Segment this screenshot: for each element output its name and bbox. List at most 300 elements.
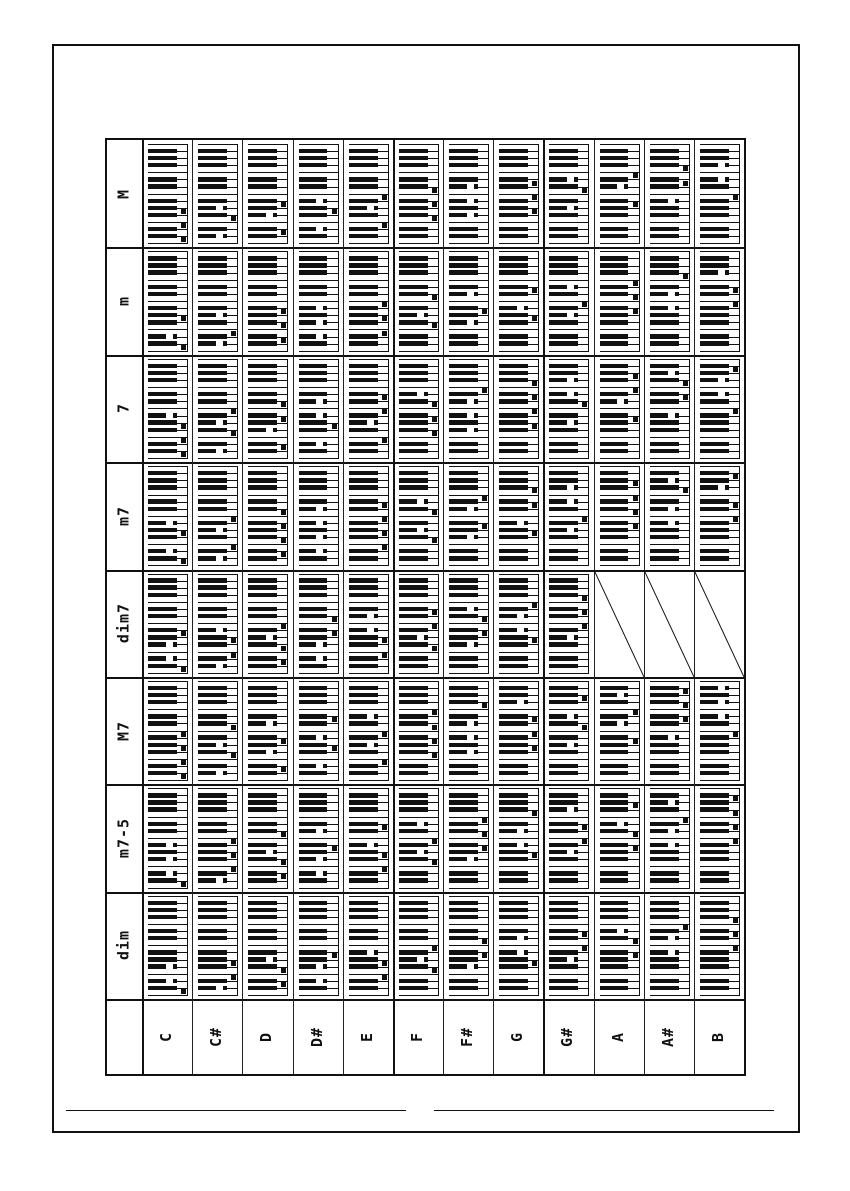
- black-key: [349, 829, 378, 833]
- black-key-marker: [417, 635, 424, 640]
- black-key: [499, 156, 528, 160]
- chord-keyboard: [248, 144, 288, 243]
- black-key: [549, 507, 578, 511]
- chord-keyboard: [449, 681, 489, 780]
- black-key: [148, 535, 177, 539]
- black-key: [700, 822, 729, 826]
- black-key: [198, 829, 227, 833]
- black-key: [148, 800, 177, 804]
- black-key: [700, 399, 729, 403]
- black-key-marker: [216, 234, 223, 239]
- black-key: [148, 901, 177, 905]
- white-key-marker: [482, 939, 487, 944]
- white-key-marker: [633, 309, 638, 314]
- black-key: [650, 871, 679, 875]
- black-key: [349, 341, 378, 345]
- white-key-marker: [432, 188, 437, 193]
- black-key-marker: [417, 313, 424, 318]
- white-key-marker: [281, 739, 286, 744]
- black-key: [549, 915, 578, 919]
- black-key: [449, 163, 478, 167]
- black-key: [650, 857, 679, 861]
- black-key: [549, 908, 578, 912]
- black-key: [449, 878, 478, 882]
- black-key: [650, 270, 679, 274]
- black-key: [349, 664, 378, 668]
- black-key: [399, 378, 428, 382]
- black-key: [349, 184, 378, 188]
- white-key-marker: [332, 846, 337, 851]
- black-key: [650, 957, 679, 961]
- black-key: [549, 364, 578, 368]
- black-key: [198, 656, 227, 660]
- black-key: [198, 979, 227, 983]
- black-key: [449, 986, 478, 990]
- black-key: [248, 392, 277, 396]
- black-key: [248, 908, 277, 912]
- black-key: [349, 263, 378, 267]
- white-key-marker: [231, 867, 236, 872]
- black-key: [148, 908, 177, 912]
- black-key: [248, 341, 277, 345]
- chord-keyboard: [549, 574, 589, 673]
- black-key: [349, 399, 378, 403]
- chord-keyboard: [198, 896, 238, 995]
- black-key: [299, 528, 328, 532]
- black-key: [600, 199, 629, 203]
- black-key: [349, 607, 378, 611]
- black-key: [399, 656, 428, 660]
- black-key: [399, 285, 428, 289]
- black-key: [399, 714, 428, 718]
- black-key: [349, 957, 378, 961]
- black-key-marker: [216, 985, 223, 990]
- chord-keyboard: [700, 896, 740, 995]
- black-key: [299, 771, 328, 775]
- black-key-marker: [367, 628, 374, 633]
- black-key: [198, 320, 227, 324]
- white-key-marker: [281, 323, 286, 328]
- white-key-marker: [633, 202, 638, 207]
- black-key: [299, 392, 328, 396]
- white-key-marker: [532, 288, 537, 293]
- black-key: [600, 378, 629, 382]
- chord-type-label: M7: [114, 720, 133, 741]
- black-key: [248, 471, 277, 475]
- white-key-marker: [432, 510, 437, 515]
- black-key: [248, 499, 277, 503]
- black-key-marker: [718, 392, 725, 397]
- black-key: [650, 378, 679, 382]
- black-key-marker: [567, 807, 574, 812]
- black-key: [349, 156, 378, 160]
- black-key-marker: [266, 957, 273, 962]
- black-key: [399, 693, 428, 697]
- black-key: [600, 507, 629, 511]
- black-key-marker: [166, 642, 173, 647]
- white-key-marker: [231, 725, 236, 730]
- black-key: [549, 664, 578, 668]
- black-key: [600, 442, 629, 446]
- white-key-marker: [582, 596, 587, 601]
- black-key-marker: [367, 420, 374, 425]
- black-key: [349, 936, 378, 940]
- black-key: [499, 399, 528, 403]
- black-key: [499, 901, 528, 905]
- chord-keyboard: [650, 144, 690, 243]
- black-key: [198, 535, 227, 539]
- white-key-marker: [633, 832, 638, 837]
- footer-line-left: [66, 1110, 406, 1111]
- white-key-marker: [231, 331, 236, 336]
- black-key: [499, 986, 528, 990]
- black-key: [399, 206, 428, 210]
- white-key-marker: [382, 409, 387, 414]
- black-key: [449, 593, 478, 597]
- black-key: [198, 957, 227, 961]
- white-key-marker: [332, 953, 337, 958]
- black-key: [299, 700, 328, 704]
- black-key: [349, 593, 378, 597]
- black-key-marker: [718, 485, 725, 490]
- black-key: [549, 428, 578, 432]
- black-key: [449, 686, 478, 690]
- white-key-marker: [633, 510, 638, 515]
- black-key: [198, 442, 227, 446]
- black-key: [650, 850, 679, 854]
- black-key: [650, 693, 679, 697]
- black-key: [148, 442, 177, 446]
- white-key-marker: [432, 968, 437, 973]
- black-key-marker: [367, 205, 374, 210]
- black-key-marker: [517, 520, 524, 525]
- black-key: [248, 263, 277, 267]
- black-key: [248, 535, 277, 539]
- white-key-marker: [382, 975, 387, 980]
- white-key-marker: [332, 209, 337, 214]
- chord-keyboard: [148, 466, 188, 565]
- black-key: [399, 507, 428, 511]
- black-key-marker: [718, 378, 725, 383]
- black-key: [299, 177, 328, 181]
- black-key: [399, 227, 428, 231]
- black-key-marker: [216, 341, 223, 346]
- chord-keyboard: [650, 359, 690, 458]
- black-key: [600, 771, 629, 775]
- chord-keyboard: [299, 574, 339, 673]
- black-key: [449, 585, 478, 589]
- white-key-marker: [582, 946, 587, 951]
- white-key-marker: [582, 610, 587, 615]
- chord-keyboard: [499, 574, 539, 673]
- black-key: [449, 478, 478, 482]
- black-key: [549, 857, 578, 861]
- black-key-marker: [316, 306, 323, 311]
- black-key: [349, 528, 378, 532]
- black-key: [248, 334, 277, 338]
- black-key: [700, 936, 729, 940]
- black-key: [349, 449, 378, 453]
- white-key-marker: [532, 195, 537, 200]
- white-key-marker: [231, 961, 236, 966]
- black-key: [700, 263, 729, 267]
- black-key: [700, 428, 729, 432]
- black-key: [198, 549, 227, 553]
- chord-keyboard: [198, 788, 238, 887]
- black-key: [198, 822, 227, 826]
- black-key: [299, 843, 328, 847]
- chord-keyboard: [148, 574, 188, 673]
- black-key: [349, 499, 378, 503]
- black-key: [299, 485, 328, 489]
- black-key-marker: [467, 212, 474, 217]
- black-key-marker: [216, 663, 223, 668]
- black-key-marker: [166, 520, 173, 525]
- black-key: [549, 593, 578, 597]
- black-key: [399, 270, 428, 274]
- black-key-marker: [668, 198, 675, 203]
- black-key: [399, 341, 428, 345]
- black-key: [399, 163, 428, 167]
- black-key: [600, 936, 629, 940]
- chord-keyboard: [399, 788, 439, 887]
- black-key-marker: [316, 399, 323, 404]
- root-note-label: F#: [458, 1026, 477, 1047]
- black-key-marker: [467, 535, 474, 540]
- black-key: [650, 986, 679, 990]
- black-key: [299, 184, 328, 188]
- white-key-marker: [382, 531, 387, 536]
- black-key: [449, 234, 478, 238]
- white-key-marker: [733, 839, 738, 844]
- white-key-marker: [181, 989, 186, 994]
- black-key-marker: [166, 871, 173, 876]
- black-key: [700, 507, 729, 511]
- white-key-marker: [532, 409, 537, 414]
- black-key: [600, 800, 629, 804]
- black-key: [499, 177, 528, 181]
- white-key-marker: [181, 345, 186, 350]
- black-key: [600, 364, 629, 368]
- chord-type-label: M: [114, 188, 133, 199]
- black-key: [399, 964, 428, 968]
- black-key: [399, 878, 428, 882]
- white-key-marker: [633, 710, 638, 715]
- black-key: [399, 843, 428, 847]
- black-key: [449, 800, 478, 804]
- black-key: [600, 950, 629, 954]
- black-key-marker: [166, 549, 173, 554]
- white-key-marker: [382, 545, 387, 550]
- black-key-marker: [668, 936, 675, 941]
- chord-keyboard: [700, 359, 740, 458]
- black-key: [198, 714, 227, 718]
- black-key: [198, 485, 227, 489]
- black-key: [449, 392, 478, 396]
- black-key-marker: [617, 721, 624, 726]
- black-key: [549, 413, 578, 417]
- black-key: [700, 878, 729, 882]
- black-key: [449, 664, 478, 668]
- white-key-marker: [281, 230, 286, 235]
- white-key-marker: [482, 953, 487, 958]
- black-key: [700, 957, 729, 961]
- black-key-marker: [467, 506, 474, 511]
- white-key-marker: [231, 431, 236, 436]
- white-key-marker: [683, 925, 688, 930]
- white-key-marker: [733, 409, 738, 414]
- black-key-marker: [166, 334, 173, 339]
- black-key: [499, 878, 528, 882]
- black-key: [700, 234, 729, 238]
- black-key: [248, 478, 277, 482]
- white-key-marker: [432, 417, 437, 422]
- white-key-marker: [231, 839, 236, 844]
- black-key-marker: [668, 370, 675, 375]
- black-key: [650, 901, 679, 905]
- white-key-marker: [332, 717, 337, 722]
- black-key: [399, 156, 428, 160]
- black-key: [499, 686, 528, 690]
- black-key: [399, 793, 428, 797]
- black-key: [399, 986, 428, 990]
- black-key: [349, 442, 378, 446]
- black-key: [650, 420, 679, 424]
- black-key-marker: [316, 828, 323, 833]
- black-key: [198, 163, 227, 167]
- black-key: [248, 929, 277, 933]
- black-key: [650, 256, 679, 260]
- black-key-marker: [216, 742, 223, 747]
- white-key-marker: [432, 753, 437, 758]
- white-key-marker: [231, 975, 236, 980]
- black-key: [549, 234, 578, 238]
- black-key: [700, 743, 729, 747]
- root-note-label: C#: [207, 1026, 226, 1047]
- black-key: [700, 771, 729, 775]
- chord-keyboard: [499, 681, 539, 780]
- black-key: [399, 256, 428, 260]
- black-key: [148, 507, 177, 511]
- black-key: [650, 700, 679, 704]
- black-key-marker: [467, 749, 474, 754]
- black-key-marker: [617, 399, 624, 404]
- black-key: [499, 964, 528, 968]
- white-key-marker: [231, 409, 236, 414]
- black-key-marker: [617, 821, 624, 826]
- black-key: [600, 878, 629, 882]
- black-key: [650, 750, 679, 754]
- black-key: [499, 149, 528, 153]
- black-key-marker: [417, 392, 424, 397]
- black-key: [399, 420, 428, 424]
- black-key: [248, 764, 277, 768]
- black-key: [549, 901, 578, 905]
- black-key-marker: [668, 506, 675, 511]
- black-key: [148, 270, 177, 274]
- black-key: [248, 578, 277, 582]
- black-key: [349, 800, 378, 804]
- black-key: [549, 478, 578, 482]
- white-key-marker: [532, 531, 537, 536]
- black-key: [700, 857, 729, 861]
- chord-keyboard: [549, 144, 589, 243]
- black-key: [349, 471, 378, 475]
- black-key: [499, 442, 528, 446]
- black-key: [148, 957, 177, 961]
- black-key: [399, 743, 428, 747]
- black-key: [449, 950, 478, 954]
- black-key: [600, 234, 629, 238]
- chord-keyboard: [549, 681, 589, 780]
- black-key: [700, 929, 729, 933]
- black-key: [499, 285, 528, 289]
- black-key: [248, 177, 277, 181]
- black-key: [399, 428, 428, 432]
- white-key-marker: [733, 288, 738, 293]
- black-key: [600, 750, 629, 754]
- white-key-marker: [231, 517, 236, 522]
- black-key: [600, 843, 629, 847]
- black-key: [549, 843, 578, 847]
- white-key-marker: [683, 381, 688, 386]
- white-key-marker: [733, 503, 738, 508]
- white-key-marker: [382, 961, 387, 966]
- black-key: [499, 714, 528, 718]
- black-key: [349, 979, 378, 983]
- black-key: [650, 184, 679, 188]
- black-key: [299, 156, 328, 160]
- black-key: [499, 793, 528, 797]
- chord-keyboard: [449, 466, 489, 565]
- black-key: [399, 521, 428, 525]
- black-key: [349, 413, 378, 417]
- black-key: [198, 871, 227, 875]
- chord-keyboard: [600, 896, 640, 995]
- black-key: [449, 285, 478, 289]
- black-key: [650, 549, 679, 553]
- black-key: [650, 428, 679, 432]
- black-key: [600, 528, 629, 532]
- chord-keyboard: [549, 466, 589, 565]
- black-key-marker: [567, 528, 574, 533]
- black-key: [449, 227, 478, 231]
- black-key: [349, 585, 378, 589]
- black-key: [148, 936, 177, 940]
- white-key-marker: [482, 617, 487, 622]
- black-key: [148, 177, 177, 181]
- black-key: [399, 901, 428, 905]
- black-key-marker: [467, 427, 474, 432]
- white-key-marker: [633, 953, 638, 958]
- black-key: [700, 829, 729, 833]
- black-key: [650, 364, 679, 368]
- black-key: [650, 764, 679, 768]
- white-key-marker: [582, 402, 587, 407]
- black-key: [449, 764, 478, 768]
- black-key: [148, 714, 177, 718]
- black-key: [198, 227, 227, 231]
- black-key: [449, 957, 478, 961]
- white-key-marker: [432, 202, 437, 207]
- black-key: [248, 964, 277, 968]
- black-key: [198, 149, 227, 153]
- black-key: [399, 979, 428, 983]
- black-key: [148, 392, 177, 396]
- chord-keyboard: [349, 896, 389, 995]
- black-key: [650, 807, 679, 811]
- black-key: [349, 693, 378, 697]
